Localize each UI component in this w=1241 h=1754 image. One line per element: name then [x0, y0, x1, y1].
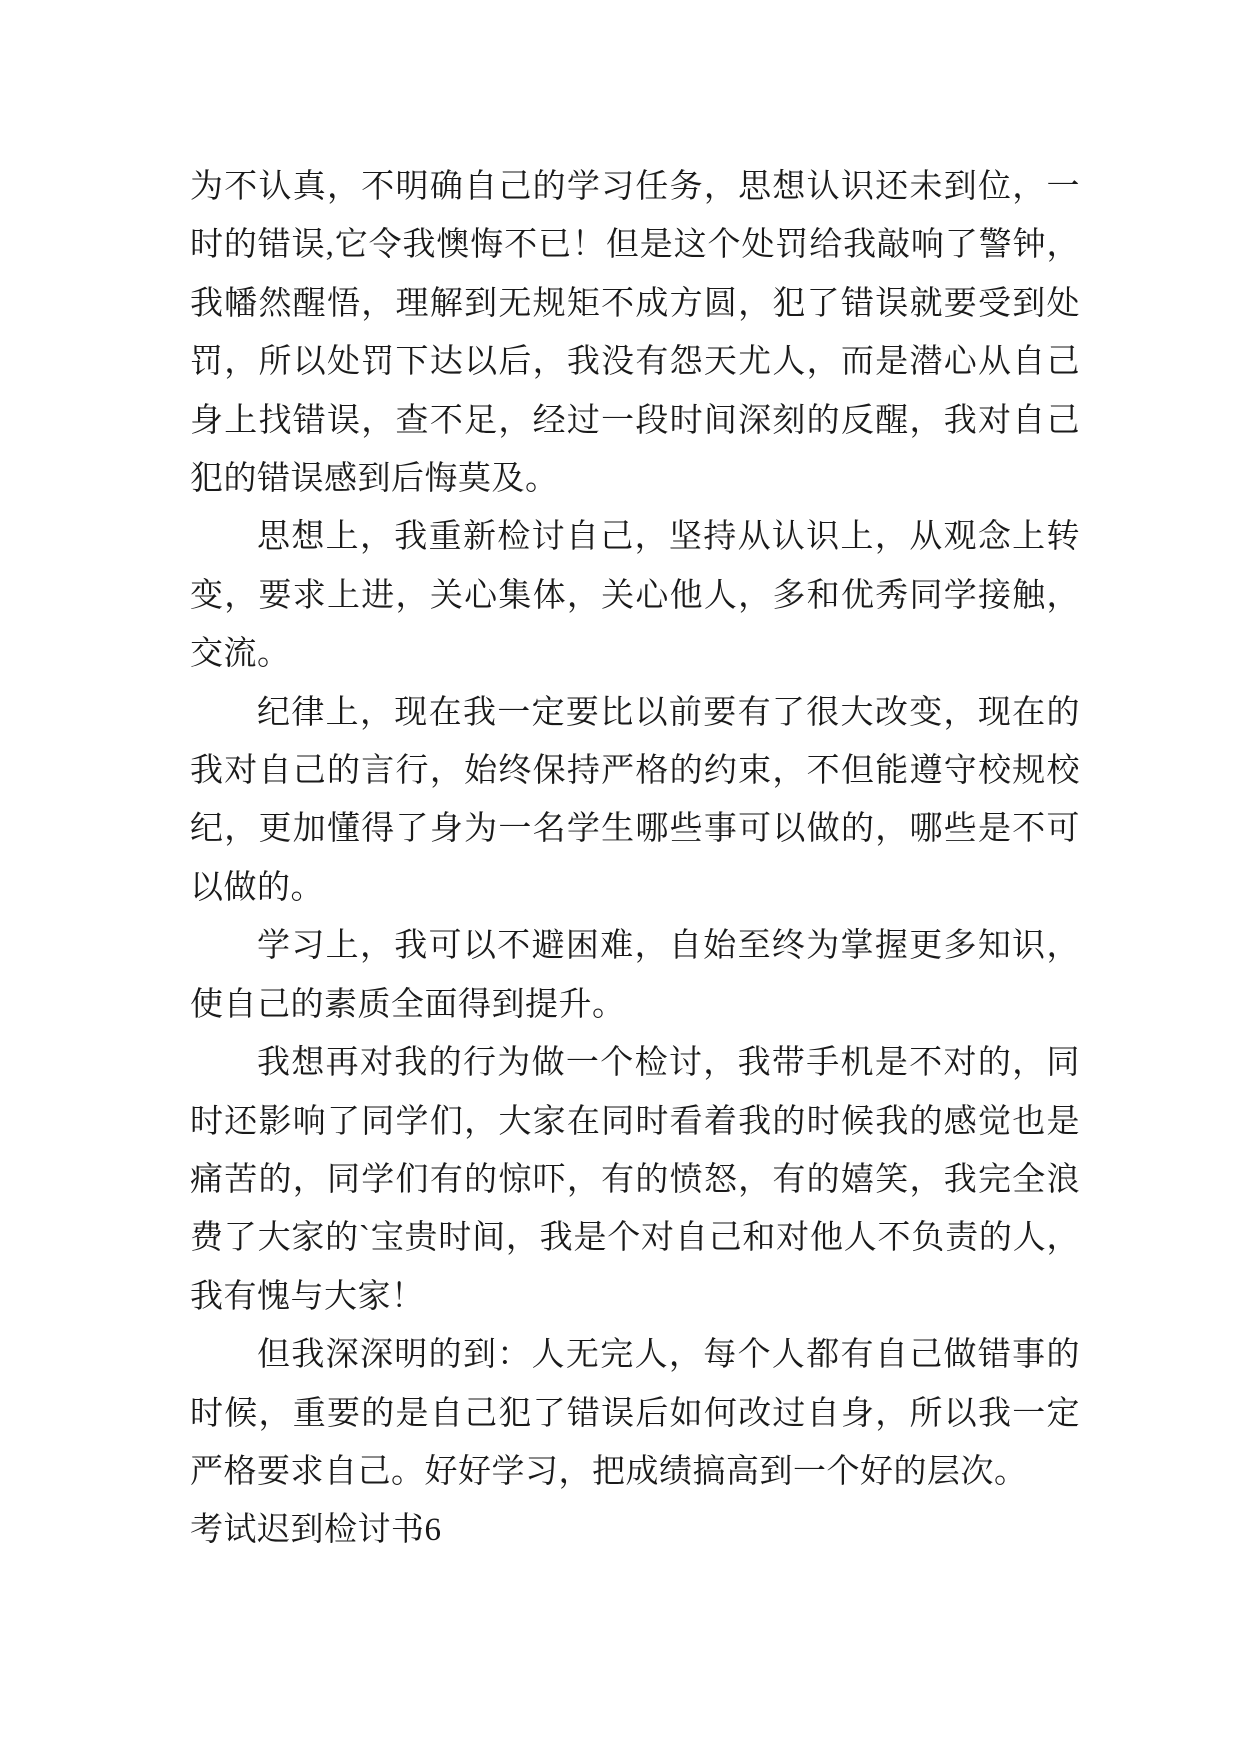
text-line: 痛苦的，同学们有的惊吓，有的愤怒，有的嬉笑，我完全浪 [190, 1161, 1080, 1198]
text-line: 变，要求上进，关心集体，关心他人，多和优秀同学接触， [190, 577, 1080, 614]
text-line: 但我深深明的到：人无完人，每个人都有自己做错事的 [257, 1337, 1080, 1374]
text-line: 我有愧与大家！ [190, 1278, 425, 1315]
text-line: 纪，更加懂得了身为一名学生哪些事可以做的，哪些是不可 [190, 811, 1080, 848]
text-line: 纪律上，现在我一定要比以前要有了很大改变，现在的 [257, 694, 1080, 731]
text-line: 时的错误,它令我懊悔不已！但是这个处罚给我敲响了警钟， [190, 227, 1080, 264]
text-line: 罚，所以处罚下达以后，我没有怨天尤人，而是潜心从自己 [190, 344, 1080, 381]
text-line: 以做的。 [190, 869, 324, 906]
text-line: 犯的错误感到后悔莫及。 [190, 461, 559, 498]
text-line: 时候，重要的是自己犯了错误后如何改过自身，所以我一定 [190, 1395, 1080, 1432]
text-line: 我幡然醒悟，理解到无规矩不成方圆，犯了错误就要受到处 [190, 285, 1080, 322]
section-heading: 考试迟到检讨书6 [190, 1512, 442, 1549]
document-text-block [190, 158, 1080, 1560]
text-line: 身上找错误，查不足，经过一段时间深刻的反醒，我对自己 [190, 402, 1080, 439]
text-line: 我对自己的言行，始终保持严格的约束，不但能遵守校规校 [190, 753, 1080, 790]
text-line: 学习上，我可以不避困难，自始至终为掌握更多知识， [257, 928, 1080, 965]
text-line: 为不认真，不明确自己的学习任务，思想认识还未到位，一 [190, 169, 1080, 205]
text-line: 思想上，我重新检讨自己，坚持从认识上，从观念上转 [257, 519, 1080, 556]
text-line: 时还影响了同学们，大家在同时看着我的时候我的感觉也是 [190, 1103, 1080, 1140]
text-line: 费了大家的`宝贵时间，我是个对自己和对他人不负责的人， [190, 1220, 1080, 1257]
text-line: 我想再对我的行为做一个检讨，我带手机是不对的，同 [257, 1045, 1080, 1082]
text-line: 使自己的素质全面得到提升。 [190, 986, 626, 1023]
text-line: 交流。 [190, 636, 291, 673]
text-line: 严格要求自己。好好学习，把成绩搞高到一个好的层次。 [190, 1453, 1028, 1490]
